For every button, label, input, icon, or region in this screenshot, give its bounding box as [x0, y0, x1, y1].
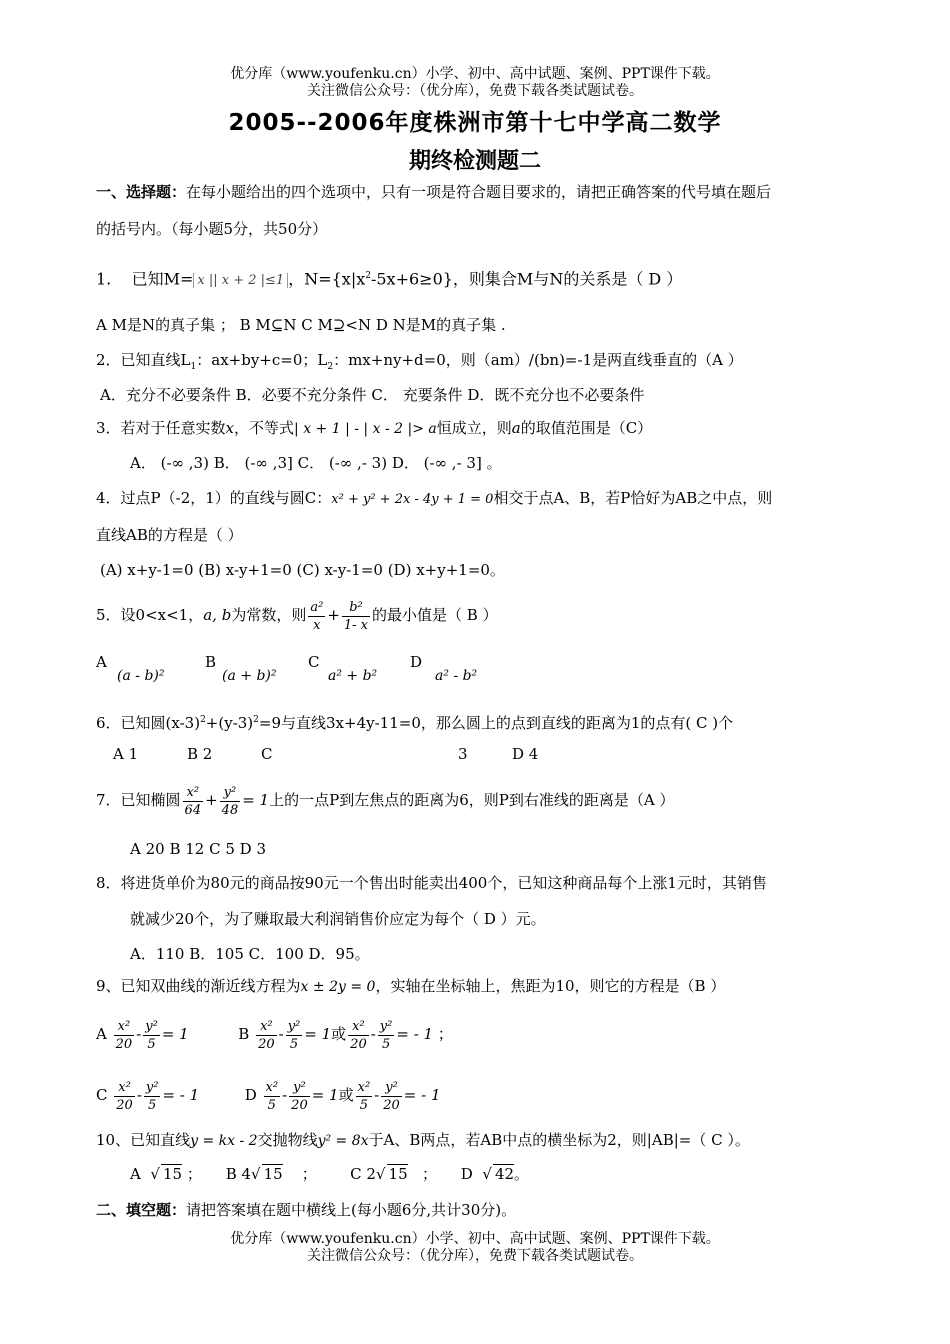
q9-a-frac-2 [143, 1018, 160, 1053]
q1-text-a: 已知M= [131, 269, 194, 289]
q9-b-semicolon: ； [437, 1025, 453, 1043]
q9-b-f1-num: x² [256, 1018, 277, 1036]
section1-intro [96, 182, 771, 202]
q9-a-f2-num: y² [145, 1018, 158, 1034]
q2-sub-1: 1 [190, 362, 197, 372]
q9-d-minus-2: - [374, 1086, 380, 1104]
q4-line-2: 直线AB的方程是（ ） [96, 526, 243, 544]
q9-d-eq: = 1 [311, 1086, 339, 1104]
q9-a-f1-den: 20 [115, 1036, 133, 1052]
question-10 [96, 1130, 750, 1151]
section1-intro-text: 在每小题给出的四个选项中，只有一项是符合题目要求的，请把正确答案的代号填在题后 [186, 183, 772, 201]
q4-text-b: 相交于点A、B，若P恰好为AB之中点，则 [493, 489, 773, 507]
q9-d-f3-num: x² [357, 1079, 371, 1095]
q5-fraction-2 [342, 599, 370, 634]
q1-text-c: -5x+6≥0}，则集合M与N的关系是（ D ） [370, 269, 683, 289]
q9-b-frac-4 [378, 1018, 395, 1053]
section2-text: 请把答案填在题中横线上(每小题6分,共计30分)。 [186, 1201, 517, 1219]
q9-label-a: A [96, 1025, 107, 1043]
q6-option-a: A 1 [113, 745, 139, 763]
q4-text-a: 4．过点P（-2，1）的直线与圆C： [96, 489, 332, 507]
q5-expr-b: (a + b)² [222, 668, 277, 684]
q9-text-a: 9、已知双曲线的渐近线方程为 [96, 977, 301, 995]
footer-line-2: 关注微信公众号：（优分库），免费下载各类试题试卷。 [307, 1248, 643, 1264]
q9-a-minus: - [136, 1025, 142, 1043]
q9-d-eq-2: = - 1 [403, 1086, 441, 1104]
q9-b-f2-num: y² [287, 1018, 301, 1034]
footer-line-1: 优分库（www.youfenku.cn）小学、初中、高中试题、案例、PPT课件下载。 [230, 1231, 720, 1247]
q5-label-a: A [96, 653, 107, 671]
q10-options: A √ 15 ； B 4√ 15 ； C 2√ 15 ； D √ 42。 [130, 1165, 530, 1183]
question-5 [96, 594, 498, 636]
q9-a-frac-1 [114, 1018, 135, 1053]
q10-parabola-eq: y² = 8x [317, 1133, 369, 1149]
section2-heading: 二、填空题： [96, 1201, 187, 1219]
q6-sup-2: 2 [253, 715, 259, 725]
q3-inequality: | x + 1 | - | x - 2 |> a [294, 421, 437, 437]
section1-heading: 一、选择题： [96, 183, 187, 201]
q5-label-c: C [308, 653, 320, 671]
q6-option-b: B 2 [187, 745, 213, 763]
q9-label-d: D [244, 1086, 257, 1104]
q7-text-b: 上的一点P到左焦点的距离为6，则P到右准线的距离是（A ） [269, 791, 675, 809]
q2-sub-2: 2 [327, 362, 334, 372]
question-2 [96, 350, 743, 377]
q9-b-f1-den: 20 [258, 1036, 275, 1052]
q5-expr-c: a² + b² [328, 668, 378, 684]
q6-option-c: C [261, 745, 273, 763]
q6-text-b: +(y-3) [205, 714, 254, 732]
question-8: 8．将进货单价为80元的商品按90元一个售出时能卖出400个，已知这种商品每个上涨1元时，其销售 [96, 874, 767, 892]
q1-set-m: x || x + 2 |≤1 [193, 273, 288, 288]
q3-text-d: 的取值范围是（C） [520, 419, 653, 437]
q3-text-c: 恒成立，则 [436, 419, 512, 437]
q3-options: A． (-∞ ,3) B． (-∞ ,3] C． (-∞ ,- 3) D． (-∞ ,- 3] 。 [130, 454, 502, 472]
q2-text-c: ：mx+ny+d=0，则（am）/(bn)=-1是两直线垂直的（A ） [333, 351, 743, 369]
q9-b-or: 或 [331, 1025, 347, 1043]
q7-fraction-2 [220, 784, 241, 819]
q7-equals: = 1 [242, 791, 270, 809]
q9-d-frac-4 [381, 1079, 402, 1114]
q9-b-frac-3 [348, 1018, 369, 1053]
q9-a-eq: = 1 [161, 1025, 189, 1043]
q10-text-c: 于A、B两点，若AB中点的横坐标为2，则|AB|=（ C ）。 [368, 1131, 750, 1149]
q10-text-a: 10、已知直线 [96, 1131, 191, 1149]
q9-d-f4-num: y² [381, 1079, 402, 1097]
q10-text-b: 交抛物线 [257, 1131, 318, 1149]
q9-d-f1-num: x² [265, 1079, 279, 1095]
q9-b-f4-num: y² [379, 1018, 393, 1034]
q5-f2-num: b² [342, 599, 370, 617]
question-7: 7．已知椭圆 $\frac{\text{x²}}{64}$ + $\frac{\text{y²}}{48}$ = 1上的一点P到左焦点的距离为6，则P到右准线的距离是（A ） [96, 784, 675, 818]
question-6 [96, 710, 733, 733]
q5-text-a: 5．设0<x<1， [96, 606, 204, 624]
q9-b-frac-2 [286, 1018, 303, 1053]
q6-text-a: 6．已知圆(x-3) [96, 714, 201, 732]
q9-b-eq-2: = - 1 [396, 1025, 434, 1043]
q5-f1-num: a² [310, 599, 324, 615]
q9-d-f2-num: y² [289, 1079, 310, 1097]
q7-f2-den: 48 [221, 802, 239, 818]
q9-asymptote: x ± 2y = 0 [300, 979, 376, 995]
question-9 [96, 976, 725, 997]
q6-text-c: =9与直线3x+4y-11=0，那么圆上的点到直线的距离为1的点有( C )个 [258, 714, 734, 732]
q3-var-x: x [225, 419, 235, 437]
q3-var-a: a [511, 419, 521, 437]
q10-opt-d-label: D [460, 1165, 473, 1183]
question-4 [96, 488, 772, 510]
q8-line-2: 就减少20个，为了赚取最大利润销售价应定为每个（ D ）元。 [130, 910, 546, 928]
q9-row-cd [96, 1073, 441, 1117]
q9-c-f2-den: 5 [148, 1097, 157, 1113]
q10-opt-c-label: C 2 [350, 1165, 376, 1183]
q5-f1-den: x [313, 617, 321, 633]
q10-sep-1: ； [186, 1165, 202, 1183]
q5-plus: + [327, 606, 340, 624]
q9-d-frac-2 [289, 1079, 310, 1114]
q6-option-d: D 4 [512, 745, 539, 763]
q9-d-f3-den: 5 [359, 1097, 369, 1113]
q5-expr-d: a² - b² [435, 668, 478, 684]
q5-text-c: 的最小值是（ B ） [372, 606, 498, 624]
q10-opt-a-label: A [130, 1165, 141, 1183]
q7-f2-num: y² [220, 784, 241, 802]
q9-c-eq: = - 1 [162, 1086, 200, 1104]
q2-text-b: ：ax+by+c=0；L [196, 351, 328, 369]
header-line-1: 优分库（www.youfenku.cn）小学、初中、高中试题、案例、PPT课件下载。 [230, 66, 720, 82]
q9-b-eq: = 1 [304, 1025, 332, 1043]
q9-b-minus: - [278, 1025, 284, 1043]
q3-text-a: 3．若对于任意实数 [96, 419, 226, 437]
q5-label-d: D [410, 653, 423, 671]
q9-b-f3-num: x² [348, 1018, 369, 1036]
header-line-2: 关注微信公众号：（优分库），免费下载各类试题试卷。 [307, 83, 643, 99]
q5-expr-a: (a - b)² [117, 668, 165, 684]
q6-sup-1: 2 [200, 715, 206, 725]
q9-d-f4-den: 20 [383, 1097, 400, 1113]
q2-text-a: 2．已知直线L [96, 351, 191, 369]
q9-label-b: B [238, 1025, 250, 1043]
q9-d-or: 或 [338, 1086, 354, 1104]
q10-opt-b-label: B 4 [225, 1165, 252, 1183]
q7-options: A 20 B 12 C 5 D 3 [130, 840, 266, 858]
q9-d-f2-den: 20 [291, 1097, 308, 1113]
q10-opt-b-root: 15 [263, 1165, 283, 1183]
q5-f2-den: 1- x [343, 617, 369, 633]
q9-c-f2-num: y² [145, 1079, 159, 1095]
q4-options: (A) x+y-1=0 (B) x-y+1=0 (C) x-y-1=0 (D) x+y+1=0。 [100, 561, 505, 579]
q10-opt-a-root: 15 [162, 1165, 183, 1183]
q9-c-f1-num: x² [114, 1079, 135, 1097]
q9-text-b: ，实轴在坐标轴上，焦距为10，则它的方程是（B ） [375, 977, 726, 995]
q3-text-b: ，不等式 [234, 419, 295, 437]
q9-d-f1-den: 5 [267, 1097, 276, 1113]
q9-c-frac-1 [114, 1079, 135, 1114]
q10-sep-2: ； [301, 1165, 317, 1183]
q9-a-f2-den: 5 [147, 1036, 156, 1052]
q9-row-ab [96, 1012, 453, 1056]
q9-label-c: C [96, 1086, 108, 1104]
q9-d-frac-1 [264, 1079, 281, 1114]
q9-b-f3-den: 20 [350, 1036, 367, 1052]
q8-options: A．110 B．105 C．100 D．95。 [130, 945, 370, 963]
q9-c-minus: - [136, 1086, 142, 1104]
q9-c-frac-2 [144, 1079, 161, 1114]
q9-d-frac-3 [356, 1079, 373, 1114]
q1-options: A M是N的真子集 ； B M⊆N C M⊇<N D N是M的真子集 . [96, 316, 506, 334]
q5-text-b: 为常数，则 [231, 606, 307, 624]
q7-f1-den: 64 [184, 802, 202, 818]
q2-options: A．充分不必要条件 B．必要不充分条件 C． 充要条件 D．既不充分也不必要条件 [100, 386, 645, 404]
q7-fraction-1 [183, 784, 204, 819]
q4-circle-equation: x² + y² + 2x - 4y + 1 = 0 [331, 492, 494, 507]
q10-opt-d-root: 42 [494, 1165, 515, 1183]
q9-b-f4-den: 5 [381, 1036, 391, 1052]
q9-b-f2-den: 5 [289, 1036, 299, 1052]
section2-intro [96, 1200, 516, 1220]
question-1 [96, 266, 682, 291]
q5-fraction-1 [308, 599, 325, 634]
q5-label-b: B [205, 653, 217, 671]
section1-intro-2: 的括号内。（每小题5分，共50分） [96, 220, 328, 238]
q1-text-b: ，N={x|x [288, 269, 366, 289]
q9-d-minus: - [282, 1086, 288, 1104]
q10-sep-3: ； [421, 1165, 437, 1183]
q5-vars: a, b [203, 606, 232, 624]
q1-number: 1. [96, 269, 112, 289]
question-3 [96, 418, 652, 439]
q10-line-eq: y = kx - 2 [190, 1133, 258, 1149]
q10-opt-c-root: 15 [388, 1165, 408, 1183]
page-title: 2005--2006年度株洲市第十七中学高二数学 [228, 110, 722, 136]
page-subtitle: 期终检测题二 [408, 149, 541, 174]
q1-sup: 2 [365, 271, 371, 281]
q7-f1-num: x² [183, 784, 204, 802]
q7-text-a: 7．已知椭圆 [96, 791, 181, 809]
q6-option-c-value: 3 [458, 745, 468, 763]
q9-c-f1-den: 20 [116, 1097, 133, 1113]
q9-b-minus-2: - [370, 1025, 376, 1043]
q9-a-f1-num: x² [114, 1018, 135, 1036]
q9-b-frac-1 [256, 1018, 277, 1053]
